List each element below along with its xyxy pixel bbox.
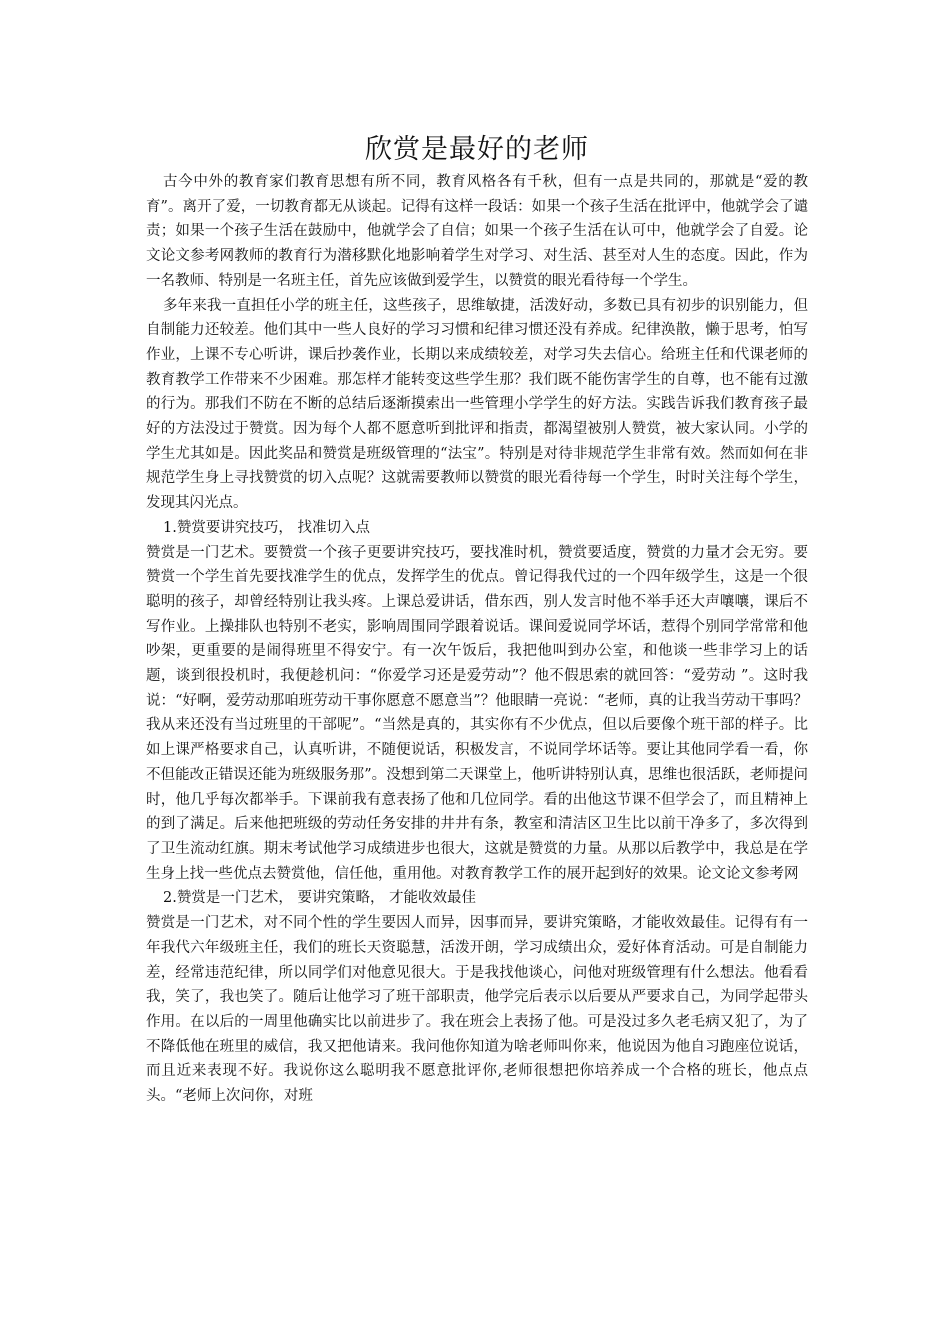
section-heading-2: 2.赞赏是一门艺术， 要讲究策略， 才能收效最佳 <box>163 890 477 907</box>
paragraph-intro: 古今中外的教育家们教育思想有所不同，教育风格各有千秋，但有一点是共同的，那就是“爱的教育”。离开了爱，一切教育都无从谈起。记得有这样一段话：如果一个孩子生活在批评中，他就学会了谴责；如果一个孩子生活在鼓励中，他就学会了自信；如果一个孩子生活在认可中，他就学会了自爱。论文论文参考网教师的教育行为潜移默化地影响着学生对学习、对生活、甚至对人生的态度。因此，作为一名教师、特别是一名班主任，首先应该做到爱学生，以赞赏的眼光看待每一个学生。 <box>146 174 808 289</box>
document-page <box>146 130 808 1109</box>
document-title: 欣赏是最好的老师 <box>365 134 589 165</box>
paragraph-section-2: 赞赏是一门艺术，对不同个性的学生要因人而异，因事而异，要讲究策略，才能收效最佳。记得有有一年我代六年级班主任，我们的班长天资聪慧，活泼开朗，学习成绩出众，爱好体育活动。可是自制能力差，经常违范纪律，所以同学们对他意见很大。于是我找他谈心，问他对班级管理有什么想法。他看看我，笑了，我也笑了。随后让他学习了班干部职责，他学完后表示以后要从严要求自己，为同学起带头作用。在以后的一周里他确实比以前进步了。我在班会上表扬了他。可是没过多久老毛病又犯了，为了不降低他在班里的威信，我又把他请来。我问他你知道为啥老师叫你来，他说因为他自习跑座位说话，而且近来表现不好。我说你这么聪明我不愿意批评你,老师很想把你培养成一个合格的班长，他点点头。“老师上次问你，对班 <box>146 915 808 1105</box>
section-heading-1: 1.赞赏要讲究技巧， 找准切入点 <box>163 519 370 536</box>
paragraph-section-1: 赞赏是一门艺术。要赞赏一个孩子更要讲究技巧，要找准时机，赞赏要适度，赞赏的力量才会无穷。要赞赏一个学生首先要找准学生的优点，发挥学生的优点。曾记得我代过的一个四年级学生，这是一个很聪明的孩子，却曾经特别让我头疼。上课总爱讲话，借东西，别人发言时他不举手还大声嚷嚷，课后不写作业。上操排队也特别不老实，影响周围同学跟着说话。课间爱说同学坏话，惹得个别同学常常和他吵架，更重要的是闹得班里不得安宁。有一次午饭后，我把他叫到办公室，和他谈一些非学习上的话题，谈到很投机时，我便趁机问：“你爱学习还是爱劳动”？他不假思索的就回答：“爱劳动 ”。这时我说：“好啊，爱劳动那咱班劳动干事你愿意不愿意当”？他眼睛一亮说：“老师，真的让我当劳动干事吗？我从来还没有当过班里的干部呢”。“当然是真的，其实你有不少优点，但以后要像个班干部的样子。比如上课严格要求自己，认真听讲，不随便说话，积极发言，不说同学坏话等。要让其他同学看一看，你不但能改正错误还能为班级服务那”。没想到第二天课堂上，他听讲特别认真，思维也很活跃，老师提问时，他几乎每次都举手。下课前我有意表扬了他和几位同学。看的出他这节课不但学会了，而且精神上的到了满足。后来他把班级的劳动任务安排的井井有条，教室和清洁区卫生比以前干净多了，多次得到了卫生流动红旗。期末考试他学习成绩进步也很大，这就是赞赏的力量。从那以后教学中，我总是在学生身上找一些优点去赞赏他，信任他，重用他。对教育教学工作的展开起到好的效果。论文论文参考网 <box>146 544 808 882</box>
paragraph-background: 多年来我一直担任小学的班主任，这些孩子，思维敏捷，活泼好动，多数已具有初步的识别能力，但自制能力还较差。他们其中一些人良好的学习习惯和纪律习惯还没有养成。纪律涣散，懒于思考，怕写作业，上课不专心听讲，课后抄袭作业，长期以来成绩较差，对学习失去信心。给班主任和代课老师的教育教学工作带来不少困难。那怎样才能转变这些学生那？我们既不能伤害学生的自尊，也不能有过激的行为。那我们不防在不断的总结后逐渐摸索出一些管理小学学生的好方法。实践告诉我们教育孩子最好的方法没过于赞赏。因为每个人都不愿意听到批评和指责，都渴望被别人赞赏，被大家认同。小学的学生尤其如是。因此奖品和赞赏是班级管理的“法宝”。特别是对待非规范学生非常有效。然而如何在非规范学生身上寻找赞赏的切入点呢？这就需要教师以赞赏的眼光看待每一个学生，时时关注每个学生，发现其闪光点。 <box>146 297 808 512</box>
